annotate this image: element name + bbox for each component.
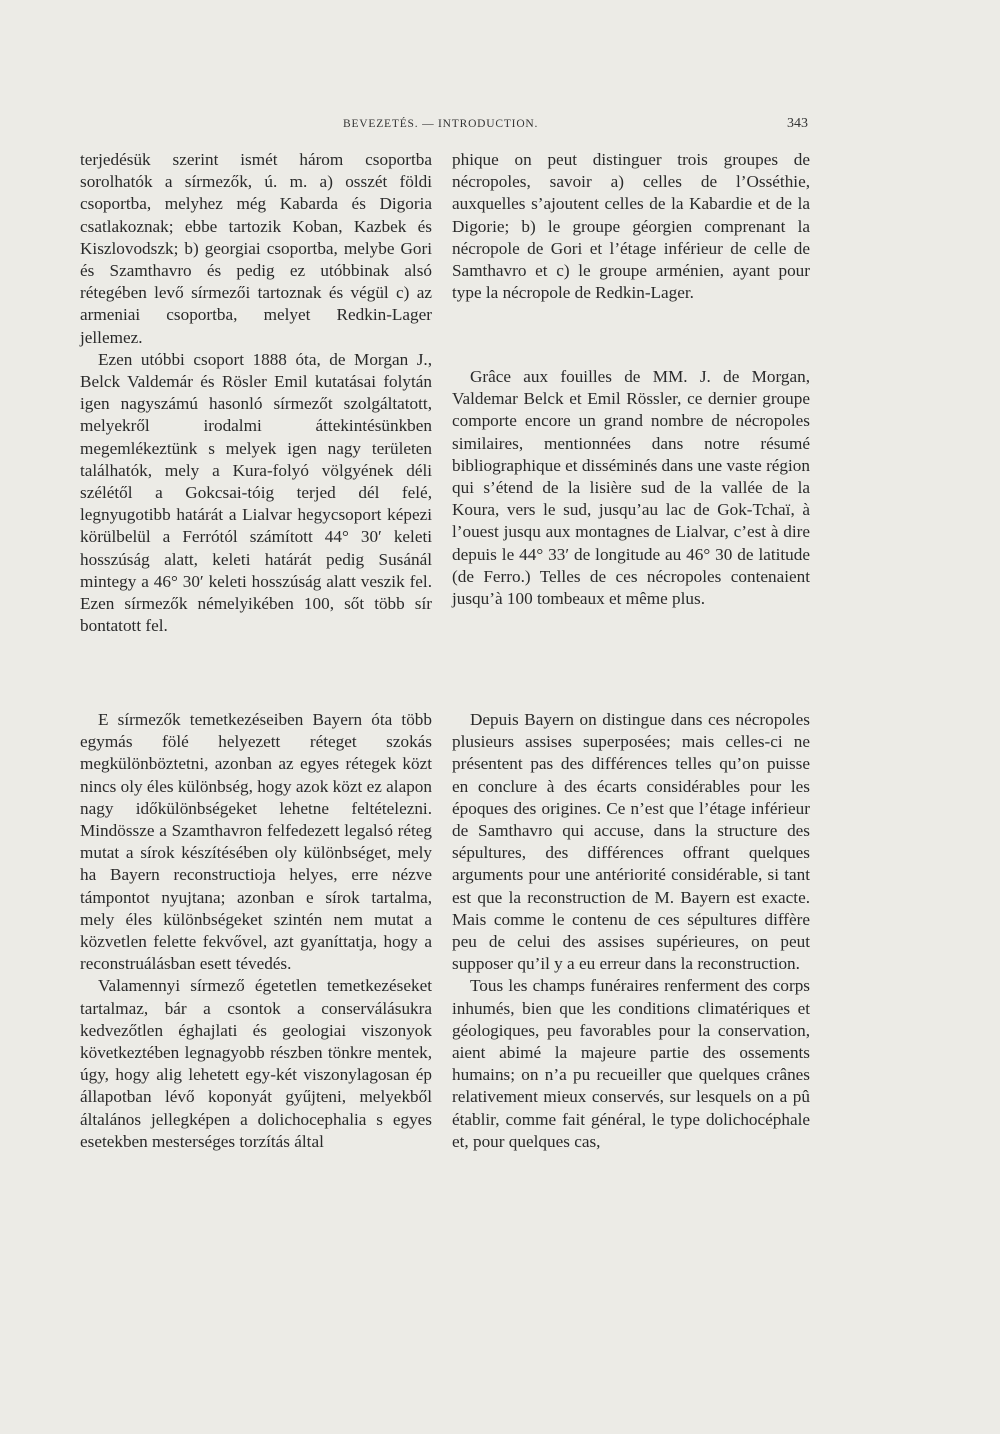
french-column-block-3 — [452, 709, 810, 1153]
french-paragraph-2: Grâce aux fouilles de MM. J. de Morgan, Valdemar Belck et Emil Rössler, ce dernier groupe comporte encore un grand nombre de nécropoles similaires, mentionnées dans notre résumé bibliographique et disséminés dans une vaste région qui s’étend de la lisière sud de la vallée de la Koura, vers le sud, jusqu’au lac de Gok-Tchaï, à l’ouest jusqu aux montagnes de Lialvar, c’est à dire depuis le 44° 33′ de longitude au 46° 30 de latitude (de Ferro.) Telles de ces nécropoles contenaient jusqu’à 100 tombeaux et même plus. — [452, 367, 810, 609]
hungarian-column-bottom — [80, 709, 432, 1153]
french-paragraph-4: Tous les champs funéraires renferment des corps inhumés, bien que les conditions climatériques et géologiques, peu favorables pour la conservation, aient abimé la majeure partie des ossements humains; on n’a pu recueiller que quelques crânes relativement mieux conservés, sur lesquels on a pû établir, comme fait général, le type dolichocéphale et, pour quelques cas, — [452, 976, 810, 1151]
page-number: 343 — [787, 116, 808, 131]
running-title: BEVEZETÉS. — INTRODUCTION. — [343, 118, 539, 130]
hungarian-paragraph-4: Valamennyi sírmező égetetlen temetkezéseket tartalmaz, bár a csontok a conserválásukra kedvezőtlen éghajlati és geologiai viszonyok következtében legnagyobb részben tönkre mentek, úgy, hogy alig lehetett egy-két viszonylagosan ép állapotban lévő koponyát gyűjteni, melyekből általános jellegképen a dolichocephalia s egyes esetekben mesterséges torzítás által — [80, 976, 432, 1151]
french-column-block-1 — [452, 149, 810, 304]
hungarian-column-top — [80, 149, 432, 637]
french-paragraph-3: Depuis Bayern on distingue dans ces nécropoles plusieurs assises superposées; mais celles-ci ne présentent pas des différences telles qu’on puisse en conclure à des écarts considérables pour les époques des origines. Ce n’est que l’étage inférieur de Samthavro qui accuse, dans la structure des sépultures, des différences offrant quelques arguments pour une antériorité considérable, si tant est que la reconstruction de M. Bayern est exacte. Mais comme le contenu de ces sépultures diffère peu de celui des assises supérieures, on peut supposer qu’il y a eu erreur dans la reconstruction. — [452, 710, 810, 974]
hungarian-paragraph-3: E sírmezők temetkezéseiben Bayern óta több egymás fölé helyezett réteget szokás megkülönböztetni, azonban az egyes rétegek közt nincs oly éles különbség, hogy azok közt ez alapon nagy időkülönbségeket lehetne feltételezni. Mindössze a Szamthavron felfedezett legalsó réteg mutat a sírok készítésében oly különbséget, mely ha Bayern reconstructioja helyes, erre nézve támpontot nyujtana; azonban e sírok tartalma, mely éles különbségeket szintén nem mutat a közvetlen felette fekvővel, azt gyaníttatja, hogy a reconstruálásban esett tévedés. — [80, 710, 432, 974]
hungarian-paragraph-1: terjedésük szerint ismét három csoportba sorolhatók a sírmezők, ú. m. a) osszét földi csoportba, melyhez még Kabarda és Digoria csatlakoznak; ebbe tartozik Koban, Kazbek és Kiszlovodszk; b) georgiai csoportba, melybe Gori és Szamthavro és pedig ez utóbbinak alsó rétegében levő sírmezői tartoznak és végül c) az armeniai csoportba, melyet Redkin-Lager jellemez. — [80, 150, 432, 347]
french-column-block-2 — [452, 366, 810, 610]
page-header — [80, 112, 812, 136]
hungarian-paragraph-2: Ezen utóbbi csoport 1888 óta, de Morgan J., Belck Valdemár és Rösler Emil kutatásai folytán igen nagyszámú hasonló sírmezőt szolgáltatott, melyekről irodalmi áttekintésünkben megemlékeztünk s melyek igen nagy területen találhatók, mely a Kura-folyó völgyének déli szélétől a Gokcsai-tóig terjed dél felé, legnyugotibb határát a Lialvar hegycsoport képezi körülbelül a Ferrótól számított 44° 30′ keleti hosszúság alatt, keleti határát pedig Susánál mintegy a 46° 30′ keleti hosszúság alatt veszik fel. Ezen sírmezők némelyikében 100, sőt több sír bontatott fel. — [80, 349, 432, 636]
french-paragraph-1: phique on peut distinguer trois groupes de nécropoles, savoir a) celles de l’Osséthie, auxquelles s’ajoutent celles de la Kabardie et de la Digorie; b) le groupe géorgien comprenant la nécropole de Gori et l’étage inférieur de celle de Samthavro et c) le groupe arménien, ayant pour type la nécropole de Redkin-Lager. — [452, 150, 810, 303]
